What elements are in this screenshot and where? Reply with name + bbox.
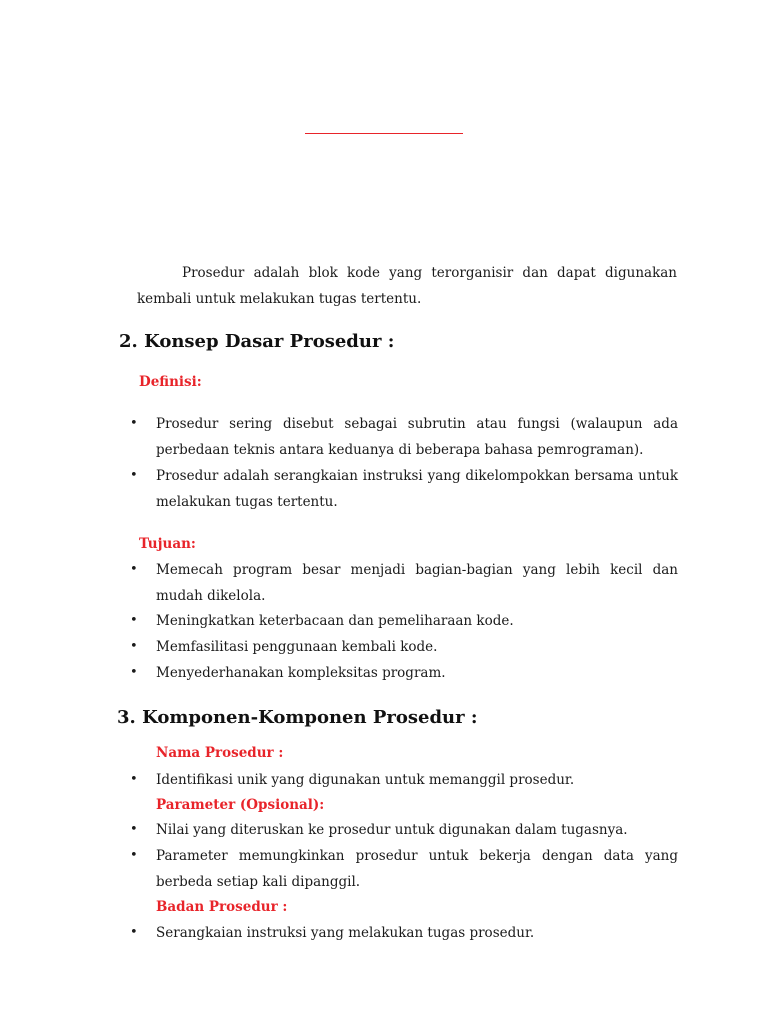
list-item xyxy=(130,660,678,686)
bullet-icon: • xyxy=(130,848,138,863)
bullet-icon: • xyxy=(130,639,138,654)
bullet-icon: • xyxy=(130,416,138,431)
section-2-number: 2. xyxy=(119,331,138,352)
section-3-title: Komponen-Komponen Prosedur : xyxy=(142,707,478,728)
list-item-text: Prosedur adalah serangkaian instruksi yang dikelompokkan bersama untuk melakukan tugas tertentu. xyxy=(156,468,678,510)
section-3-heading xyxy=(117,707,478,728)
list-item xyxy=(130,767,678,793)
list-item-text: Nilai yang diteruskan ke prosedur untuk digunakan dalam tugasnya. xyxy=(156,822,628,838)
intro-paragraph: Prosedur adalah blok kode yang terorganisir dan dapat digunakan kembali untuk melakukan tugas tertentu. xyxy=(137,265,677,307)
list-item-text: Parameter memungkinkan prosedur untuk bekerja dengan data yang berbeda setiap kali dipanggil. xyxy=(156,848,678,890)
section-3-number: 3. xyxy=(117,707,136,728)
list-item-text: Meningkatkan keterbacaan dan pemeliharaan kode. xyxy=(156,613,514,629)
badan-prosedur-label: Badan Prosedur : xyxy=(156,899,288,915)
list-item-text: Prosedur sering disebut sebagai subrutin atau fungsi (walaupun ada perbedaan teknis antara keduanya di beberapa bahasa pemrograman). xyxy=(156,416,678,458)
bullet-icon: • xyxy=(130,665,138,680)
list-item xyxy=(130,843,678,895)
list-item xyxy=(130,817,678,843)
list-item-text: Menyederhanakan kompleksitas program. xyxy=(156,665,446,681)
list-item-text: Identifikasi unik yang digunakan untuk memanggil prosedur. xyxy=(156,772,575,788)
parameter-label: Parameter (Opsional): xyxy=(156,797,325,813)
list-item xyxy=(130,411,678,463)
list-item-text: Memecah program besar menjadi bagian-bagian yang lebih kecil dan mudah dikelola. xyxy=(156,562,678,604)
list-item xyxy=(130,920,678,946)
bullet-icon: • xyxy=(130,613,138,628)
bullet-icon: • xyxy=(130,468,138,483)
list-item-text: Memfasilitasi penggunaan kembali kode. xyxy=(156,639,438,655)
section-2-title: Konsep Dasar Prosedur : xyxy=(144,331,395,352)
bullet-icon: • xyxy=(130,925,138,940)
bullet-icon: • xyxy=(130,772,138,787)
list-item xyxy=(130,608,678,634)
bullet-icon: • xyxy=(130,822,138,837)
list-item-text: Serangkaian instruksi yang melakukan tugas prosedur. xyxy=(156,925,535,941)
definisi-label: Definisi: xyxy=(139,374,202,390)
tujuan-label: Tujuan: xyxy=(139,536,196,552)
section-2-heading xyxy=(119,331,394,352)
title-underline-rule xyxy=(305,133,463,134)
list-item xyxy=(130,557,678,609)
list-item xyxy=(130,463,678,515)
list-item xyxy=(130,634,678,660)
nama-prosedur-label: Nama Prosedur : xyxy=(156,745,284,761)
bullet-icon: • xyxy=(130,562,138,577)
